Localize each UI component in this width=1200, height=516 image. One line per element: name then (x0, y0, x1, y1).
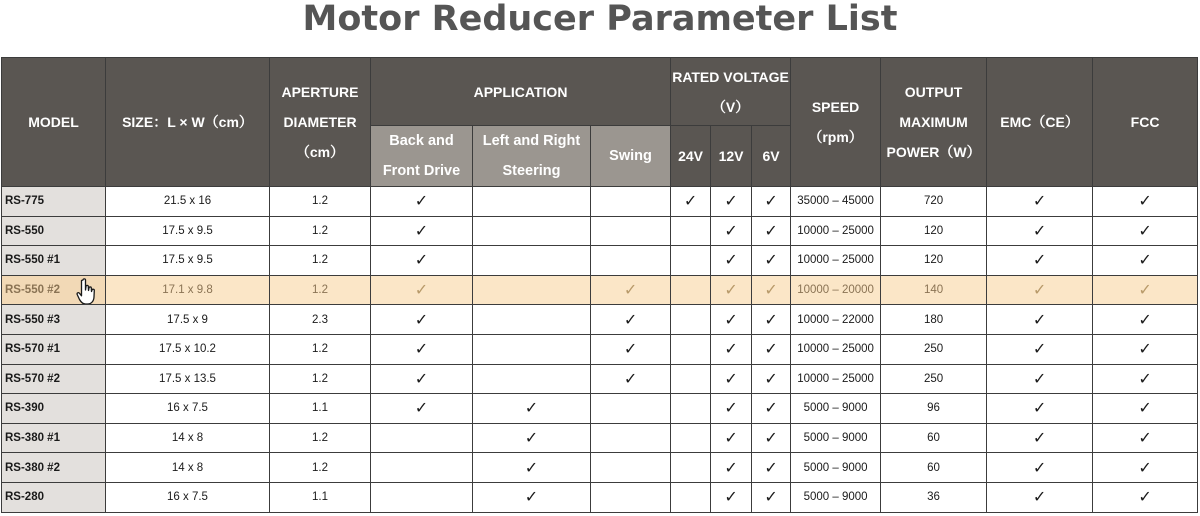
cell-fcc (1093, 394, 1198, 424)
cell-24v (671, 364, 711, 394)
cell-emc (987, 482, 1093, 512)
header-model: MODEL (2, 58, 106, 187)
cell-fcc (1093, 216, 1198, 246)
cell-12v (711, 187, 752, 217)
check-mark-icon: ✓ (414, 309, 429, 329)
cell-aperture: 1.2 (270, 364, 371, 394)
cell-left-right-steering (473, 246, 591, 276)
cell-back-front-drive (371, 187, 473, 217)
cell-size: 17.5 x 9.5 (106, 216, 270, 246)
cell-size: 17.5 x 9.5 (106, 246, 270, 276)
cell-size: 21.5 x 16 (106, 187, 270, 217)
check-mark-icon: ✓ (414, 220, 429, 240)
check-mark-icon: ✓ (724, 250, 738, 270)
check-mark-icon: ✓ (1138, 339, 1152, 359)
check-mark-icon: ✓ (764, 398, 778, 418)
check-mark-icon: ✓ (414, 280, 429, 300)
check-mark-icon: ✓ (724, 368, 738, 388)
cell-left-right-steering (473, 453, 591, 483)
cell-left-right-steering (473, 216, 591, 246)
cell-speed: 10000 – 25000 (791, 364, 881, 394)
cell-size: 17.5 x 9 (106, 305, 270, 335)
cell-emc (987, 275, 1093, 305)
cell-power: 96 (881, 394, 987, 424)
header-output-power: OUTPUT MAXIMUM POWER（W） (881, 58, 987, 187)
cell-12v (711, 482, 752, 512)
cell-power: 250 (881, 364, 987, 394)
cell-aperture: 1.2 (270, 246, 371, 276)
cell-power: 36 (881, 482, 987, 512)
cell-12v (711, 305, 752, 335)
check-mark-icon: ✓ (724, 220, 738, 240)
check-mark-icon: ✓ (724, 309, 738, 329)
cell-speed: 10000 – 20000 (791, 275, 881, 305)
cell-back-front-drive (371, 275, 473, 305)
cell-6v (752, 334, 791, 364)
cell-6v (752, 216, 791, 246)
cell-6v (752, 187, 791, 217)
table-row[interactable] (2, 305, 1198, 335)
cell-size: 17.5 x 13.5 (106, 364, 270, 394)
cell-fcc (1093, 453, 1198, 483)
cell-24v (671, 275, 711, 305)
check-mark-icon: ✓ (683, 191, 698, 211)
cell-model: RS-570 #1 (2, 334, 106, 364)
cell-24v (671, 305, 711, 335)
cell-back-front-drive (371, 394, 473, 424)
cell-24v (671, 334, 711, 364)
cell-speed: 10000 – 25000 (791, 216, 881, 246)
table-row[interactable] (2, 423, 1198, 453)
check-mark-icon: ✓ (524, 457, 539, 477)
cell-12v (711, 246, 752, 276)
table-row[interactable] (2, 334, 1198, 364)
cell-6v (752, 423, 791, 453)
check-mark-icon: ✓ (764, 368, 778, 388)
table-row[interactable] (2, 482, 1198, 512)
cell-fcc (1093, 334, 1198, 364)
check-mark-icon: ✓ (1032, 368, 1047, 388)
table-row[interactable] (2, 246, 1198, 276)
header-6v: 6V (752, 126, 791, 187)
header-left-right-steering: Left and Right Steering (473, 126, 591, 187)
cell-swing (591, 305, 671, 335)
cell-aperture: 1.2 (270, 187, 371, 217)
cell-swing (591, 423, 671, 453)
cell-back-front-drive (371, 305, 473, 335)
cell-model: RS-380 #2 (2, 453, 106, 483)
check-mark-icon: ✓ (414, 250, 429, 270)
table-row[interactable] (2, 364, 1198, 394)
check-mark-icon: ✓ (623, 309, 638, 329)
check-mark-icon: ✓ (1032, 487, 1047, 507)
check-mark-icon: ✓ (764, 220, 778, 240)
cell-model: RS-775 (2, 187, 106, 217)
cell-fcc (1093, 187, 1198, 217)
cell-fcc (1093, 423, 1198, 453)
table-row[interactable] (2, 275, 1198, 305)
header-swing: Swing (591, 126, 671, 187)
cell-6v (752, 275, 791, 305)
check-mark-icon: ✓ (1138, 368, 1152, 388)
cell-fcc (1093, 482, 1198, 512)
check-mark-icon: ✓ (724, 398, 738, 418)
check-mark-icon: ✓ (1138, 457, 1152, 477)
cell-model: RS-280 (2, 482, 106, 512)
cell-emc (987, 394, 1093, 424)
check-mark-icon: ✓ (1032, 398, 1047, 418)
cell-emc (987, 453, 1093, 483)
cell-left-right-steering (473, 482, 591, 512)
cell-power: 120 (881, 246, 987, 276)
table-row[interactable] (2, 394, 1198, 424)
parameter-table (1, 57, 1198, 513)
check-mark-icon: ✓ (724, 487, 738, 507)
check-mark-icon: ✓ (1138, 398, 1152, 418)
check-mark-icon: ✓ (1138, 191, 1152, 211)
cell-size: 17.1 x 9.8 (106, 275, 270, 305)
header-application: APPLICATION (371, 58, 671, 126)
check-mark-icon: ✓ (764, 487, 778, 507)
cell-12v (711, 275, 752, 305)
cell-model: RS-570 #2 (2, 364, 106, 394)
header-24v: 24V (671, 126, 711, 187)
table-body (2, 187, 1198, 513)
cell-emc (987, 334, 1093, 364)
cell-swing (591, 482, 671, 512)
check-mark-icon: ✓ (524, 398, 539, 418)
check-mark-icon: ✓ (414, 398, 429, 418)
header-back-front-drive: Back and Front Drive (371, 126, 473, 187)
cell-24v (671, 423, 711, 453)
cell-12v (711, 394, 752, 424)
cell-left-right-steering (473, 334, 591, 364)
cell-6v (752, 394, 791, 424)
table-row[interactable] (2, 187, 1198, 217)
check-mark-icon: ✓ (414, 368, 429, 388)
check-mark-icon: ✓ (1138, 487, 1152, 507)
cell-swing (591, 334, 671, 364)
cell-fcc (1093, 275, 1198, 305)
header-12v: 12V (711, 126, 752, 187)
check-mark-icon: ✓ (724, 428, 738, 448)
cell-back-front-drive (371, 453, 473, 483)
check-mark-icon: ✓ (623, 280, 638, 300)
cell-aperture: 1.2 (270, 216, 371, 246)
check-mark-icon: ✓ (1032, 309, 1047, 329)
check-mark-icon: ✓ (764, 339, 778, 359)
cell-power: 120 (881, 216, 987, 246)
cell-power: 60 (881, 423, 987, 453)
check-mark-icon: ✓ (1138, 309, 1152, 329)
cell-size: 16 x 7.5 (106, 394, 270, 424)
cell-back-front-drive (371, 216, 473, 246)
cell-power: 140 (881, 275, 987, 305)
check-mark-icon: ✓ (764, 309, 778, 329)
cell-aperture: 1.1 (270, 394, 371, 424)
cell-emc (987, 246, 1093, 276)
cell-24v (671, 482, 711, 512)
check-mark-icon: ✓ (524, 487, 539, 507)
cell-aperture: 1.2 (270, 453, 371, 483)
cell-24v (671, 394, 711, 424)
cell-speed: 5000 – 9000 (791, 453, 881, 483)
check-mark-icon: ✓ (724, 339, 738, 359)
check-mark-icon: ✓ (724, 457, 738, 477)
check-mark-icon: ✓ (1032, 280, 1047, 300)
check-mark-icon: ✓ (724, 191, 738, 211)
cell-size: 14 x 8 (106, 423, 270, 453)
header-fcc: FCC (1093, 58, 1198, 187)
check-mark-icon: ✓ (1032, 457, 1047, 477)
cell-12v (711, 216, 752, 246)
cell-speed: 10000 – 25000 (791, 334, 881, 364)
check-mark-icon: ✓ (724, 280, 738, 300)
header-emc: EMC（CE） (987, 58, 1093, 187)
header-size: SIZE：L × W（cm） (106, 58, 270, 187)
cell-6v (752, 453, 791, 483)
cell-24v (671, 246, 711, 276)
cell-aperture: 1.2 (270, 334, 371, 364)
cell-back-front-drive (371, 482, 473, 512)
cell-back-front-drive (371, 246, 473, 276)
cell-back-front-drive (371, 364, 473, 394)
cell-6v (752, 246, 791, 276)
cell-swing (591, 453, 671, 483)
cell-swing (591, 275, 671, 305)
cell-power: 180 (881, 305, 987, 335)
cell-left-right-steering (473, 187, 591, 217)
header-aperture: APERTURE DIAMETER（cm） (270, 58, 371, 187)
check-mark-icon: ✓ (764, 457, 778, 477)
table-row[interactable] (2, 216, 1198, 246)
cell-model: RS-390 (2, 394, 106, 424)
cell-aperture: 1.1 (270, 482, 371, 512)
cell-12v (711, 453, 752, 483)
cell-emc (987, 187, 1093, 217)
check-mark-icon: ✓ (414, 191, 429, 211)
cell-24v (671, 187, 711, 217)
cell-aperture: 1.2 (270, 275, 371, 305)
cell-6v (752, 482, 791, 512)
cell-size: 14 x 8 (106, 453, 270, 483)
cell-left-right-steering (473, 275, 591, 305)
cell-speed: 10000 – 22000 (791, 305, 881, 335)
cell-speed: 35000 – 45000 (791, 187, 881, 217)
cell-24v (671, 453, 711, 483)
cell-fcc (1093, 364, 1198, 394)
cell-emc (987, 305, 1093, 335)
check-mark-icon: ✓ (1032, 428, 1047, 448)
check-mark-icon: ✓ (1032, 250, 1047, 270)
cell-power: 60 (881, 453, 987, 483)
cell-model: RS-380 #1 (2, 423, 106, 453)
cell-12v (711, 334, 752, 364)
cell-swing (591, 216, 671, 246)
cell-swing (591, 246, 671, 276)
cell-speed: 10000 – 25000 (791, 246, 881, 276)
cell-aperture: 2.3 (270, 305, 371, 335)
cell-left-right-steering (473, 423, 591, 453)
check-mark-icon: ✓ (1138, 428, 1152, 448)
cell-12v (711, 423, 752, 453)
cell-24v (671, 216, 711, 246)
cell-back-front-drive (371, 423, 473, 453)
check-mark-icon: ✓ (764, 191, 778, 211)
header-rated-voltage: RATED VOLTAGE（V） (671, 58, 791, 126)
cell-emc (987, 364, 1093, 394)
cell-back-front-drive (371, 334, 473, 364)
check-mark-icon: ✓ (764, 250, 778, 270)
cell-12v (711, 364, 752, 394)
cell-left-right-steering (473, 305, 591, 335)
cell-6v (752, 364, 791, 394)
cell-swing (591, 187, 671, 217)
cell-model: RS-550 #2 (2, 275, 106, 305)
check-mark-icon: ✓ (1032, 220, 1047, 240)
check-mark-icon: ✓ (623, 368, 638, 388)
check-mark-icon: ✓ (1138, 250, 1152, 270)
cell-left-right-steering (473, 394, 591, 424)
cell-swing (591, 364, 671, 394)
cell-fcc (1093, 246, 1198, 276)
check-mark-icon: ✓ (524, 428, 539, 448)
check-mark-icon: ✓ (1032, 339, 1047, 359)
cell-model: RS-550 #3 (2, 305, 106, 335)
check-mark-icon: ✓ (764, 280, 778, 300)
check-mark-icon: ✓ (414, 339, 429, 359)
check-mark-icon: ✓ (1032, 191, 1047, 211)
header-speed: SPEED（rpm） (791, 58, 881, 187)
cell-swing (591, 394, 671, 424)
cell-fcc (1093, 305, 1198, 335)
table-row[interactable] (2, 453, 1198, 483)
cell-speed: 5000 – 9000 (791, 394, 881, 424)
cell-power: 720 (881, 187, 987, 217)
cell-model: RS-550 #1 (2, 246, 106, 276)
cell-aperture: 1.2 (270, 423, 371, 453)
check-mark-icon: ✓ (1138, 280, 1152, 300)
cell-speed: 5000 – 9000 (791, 482, 881, 512)
cell-left-right-steering (473, 364, 591, 394)
cell-power: 250 (881, 334, 987, 364)
cell-speed: 5000 – 9000 (791, 423, 881, 453)
check-mark-icon: ✓ (764, 428, 778, 448)
cell-size: 17.5 x 10.2 (106, 334, 270, 364)
cell-model: RS-550 (2, 216, 106, 246)
cell-emc (987, 423, 1093, 453)
cell-6v (752, 305, 791, 335)
cell-emc (987, 216, 1093, 246)
cell-size: 16 x 7.5 (106, 482, 270, 512)
check-mark-icon: ✓ (623, 339, 638, 359)
page-title: Motor Reducer Parameter List (302, 0, 898, 39)
check-mark-icon: ✓ (1138, 220, 1152, 240)
